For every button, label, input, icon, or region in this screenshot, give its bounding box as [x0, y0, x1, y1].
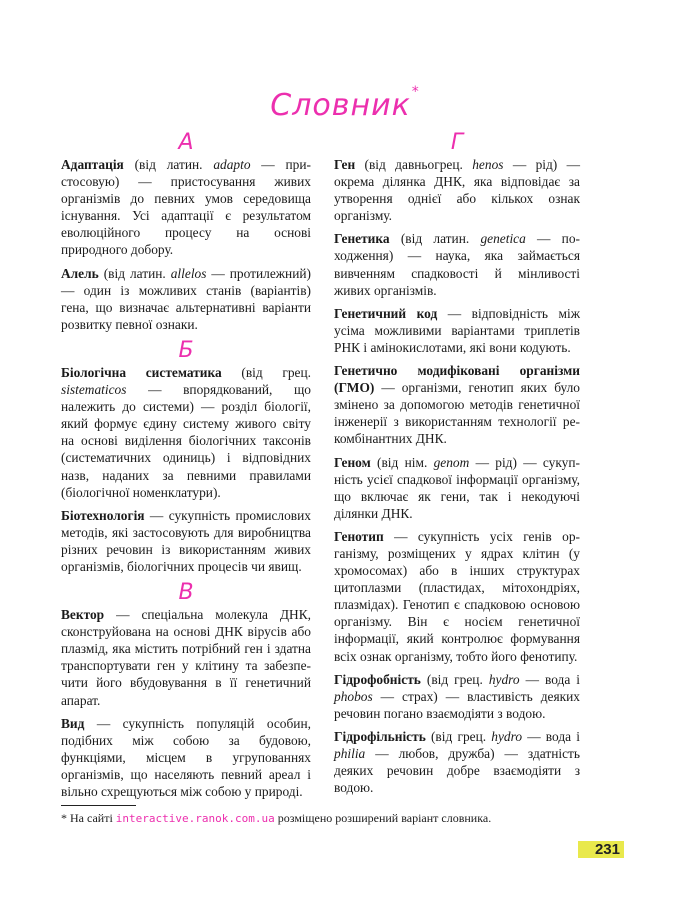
entry-term: Ген	[334, 157, 356, 172]
entry-term: Геном	[334, 454, 371, 470]
entry-definition: — спеціальна молекула ДНК, сконструйована на основі ДНК вірусів або плазмід, яка містить потрібний ген і здатна транспортувати ген у клітину та забезпечити його вбудовування в її генетичний апарат.	[61, 607, 311, 708]
section-letter-h: Г	[450, 130, 464, 155]
left-column	[61, 131, 311, 806]
footnote-divider	[61, 805, 136, 806]
glossary-entry	[334, 528, 580, 665]
entry-term: Генетичний код	[334, 305, 438, 321]
entry-term: Вектор	[61, 607, 105, 623]
glossary-entry	[61, 364, 311, 501]
page-title	[0, 84, 690, 123]
glossary-entry	[61, 715, 311, 800]
glossary-entry	[61, 265, 311, 333]
entry-definition: (від грец. hydro — вода і philia — любов, дружба) — здатність деяких речовин добре взаємодіяти з водою.	[334, 728, 580, 796]
entry-definition: (від грец. hydro — вода і phobos — страх) — властивість деяких речовин погано взаємодіяти з водою.	[334, 671, 580, 721]
right-column	[334, 131, 580, 802]
entry-term: Алель	[61, 265, 99, 281]
entry-term: Біологічна систематика	[61, 364, 222, 380]
section-letter-b: Б	[178, 337, 194, 363]
glossary-entry	[334, 230, 580, 298]
glossary-entry	[334, 454, 580, 522]
footnote-mark: *	[61, 811, 67, 825]
entry-definition: (від латин. allelos — протилежний) — один із можливих станів (варіантів) гена, що визначає альтернативні варіанти розвитку певної ознаки.	[61, 265, 311, 332]
entry-term: Вид	[61, 715, 85, 731]
entry-definition: — сукупність промислових методів, які застосовують для виробництва різних речовин із використанням живих організмів, біологічних процесів чи явищ.	[61, 507, 311, 574]
glossary-entry	[334, 728, 580, 796]
glossary-entry	[61, 507, 311, 575]
glossary-entry	[61, 606, 311, 709]
entry-definition: (від латин. adapto — пристосовую) — пристосування живих організмів до певних умов середовища існування. Усі адаптації є результатом еволюційного процесу на основі природного добору.	[61, 157, 311, 258]
entry-term: Адаптація	[61, 157, 124, 172]
entry-definition: (від грец. sistematicos — впорядкований, що належить до системи) — розділ біології, який формує єдину систему живого світу на основі виділення біологічних таксонів (систематичних одиниць) і відповідних назв, наданих за певними правилами (біологічної номенклатури).	[61, 364, 312, 500]
section-letter-a: А	[178, 130, 194, 155]
title-footnote-mark: *	[411, 84, 420, 100]
footnote-link[interactable]: interactive.ranok.com.ua	[115, 812, 275, 825]
glossary-entry	[334, 671, 580, 722]
glossary-entry	[61, 156, 311, 259]
entry-term: Гідрофобність	[334, 671, 421, 687]
entry-definition: — відповідність між усіма можливими варіантами триплетів РНК і амінокислотами, які вони кодують.	[334, 305, 580, 355]
glossary-entry	[334, 305, 580, 356]
entry-definition: (від давньогрец. henos — рід) — окрема ділянка ДНК, яка відповідає за утворення однієї або кількох ознак організму.	[334, 157, 580, 224]
entry-definition: — сукупність усіх генів організму, розміщених у ядрах клітин (у хромосомах) або в інших структурах цитоплазми (пластидах, мітохондріях, плазмідах). Генотип є спадковою основою організму. Він є носієм генетичної інформації, який контролює формування всіх ознак організму, тобто його фенотипу.	[334, 528, 580, 664]
glossary-entry	[334, 362, 580, 447]
entry-term: Генотип	[334, 528, 384, 544]
entry-definition: — організми, генотип яких було змінено за допомогою методів генетичної інженерії з використанням технології рекомбінантних ДНК.	[334, 380, 580, 447]
entry-definition: — сукупність популяцій особин, подібних між собою за будовою, функціями, місцем в угрупованнях організмів, що населяють певний ареал і вільно схрещуються між собою у природі.	[61, 715, 311, 799]
entry-definition: (від нім. genom — рід) — сукупність усієї спадкової інформації організму, що включає як гени, так і некодуючі ділянки ДНК.	[334, 454, 580, 521]
entry-term: Гідрофільність	[334, 728, 426, 744]
footnote-text-before: На сайті	[67, 811, 116, 825]
footnote	[61, 811, 491, 826]
footnote-text-after: розміщено розширений варіант словника.	[274, 811, 492, 825]
entry-term: Генетика	[334, 231, 390, 247]
section-letter-v: В	[178, 580, 194, 606]
page-number: 231	[578, 841, 624, 858]
title-text: Словник	[270, 88, 411, 123]
entry-term: Генетично модифіковані організми (ГМО)	[334, 363, 580, 396]
entry-term: Біотехнологія	[61, 507, 145, 523]
glossary-entry	[334, 156, 580, 224]
entry-definition: (від латин. genetica — походження) — наука, яка займається вивченням спадковості й мінливості живих організмів.	[334, 231, 581, 298]
